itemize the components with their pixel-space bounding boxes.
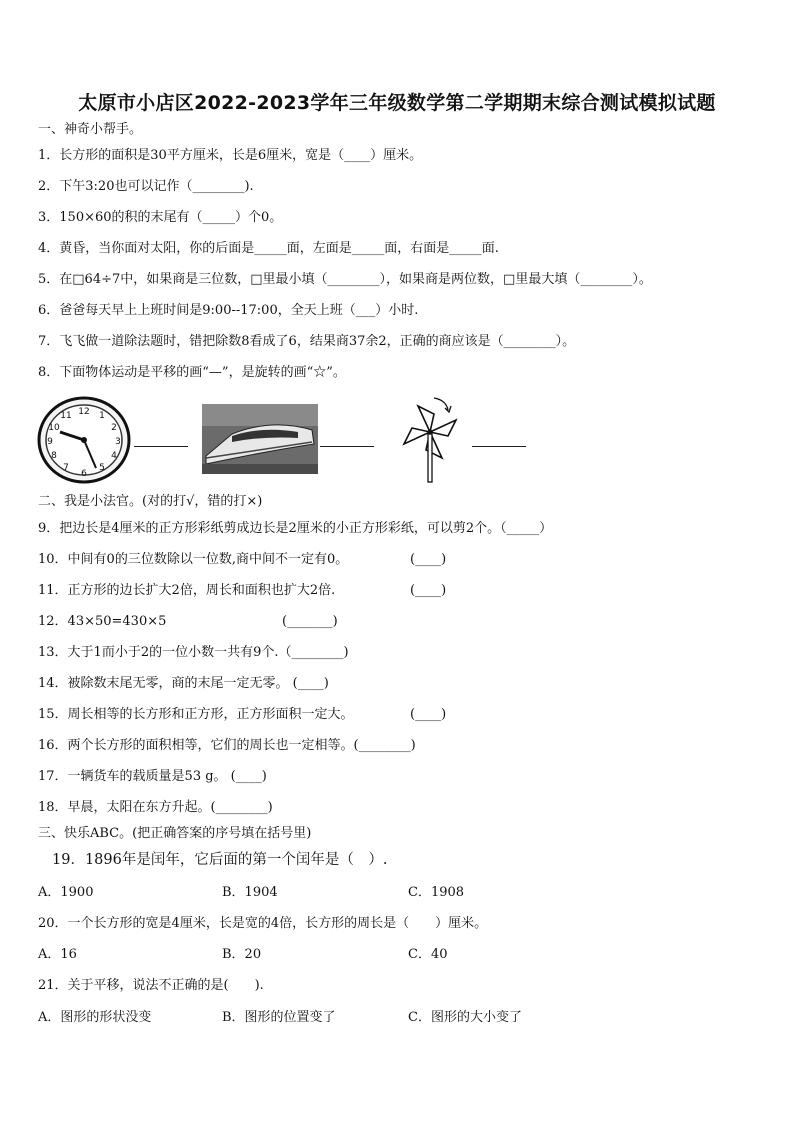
question-21: 21．关于平移，说法不正确的是( ). (38, 978, 264, 993)
svg-text:2: 2 (111, 423, 117, 433)
svg-text:3: 3 (115, 437, 121, 447)
section-1-heading: 一、神奇小帮手。 (38, 122, 143, 137)
svg-text:8: 8 (51, 451, 57, 461)
answer-line-pinwheel (472, 446, 526, 447)
question-21-option-c: C．图形的大小变了 (408, 1010, 522, 1025)
question-4: 4．黄昏，当你面对太阳，你的后面是_____面，左面是_____面，右面是_____面. (38, 241, 499, 256)
question-10-blank: (____) (410, 552, 447, 567)
pinwheel-icon (394, 392, 466, 484)
svg-text:5: 5 (99, 463, 105, 473)
clock-icon (36, 396, 132, 484)
question-1: 1．长方形的面积是30平方厘米，长是6厘米，宽是（____）厘米。 (38, 148, 423, 163)
question-19-option-b: B．1904 (222, 885, 278, 900)
question-9: 9．把边长是4厘米的正方形彩纸剪成边长是2厘米的小正方形彩纸，可以剪2个。（_____） (38, 521, 553, 536)
section-2-heading: 二、我是小法官。(对的打√，错的打×) (38, 494, 263, 509)
svg-text:10: 10 (48, 423, 60, 433)
question-11: 11．正方形的边长扩大2倍，周长和面积也扩大2倍. (38, 583, 336, 598)
question-15: 15．周长相等的长方形和正方形，正方形面积一定大。 (38, 707, 354, 722)
question-7: 7．飞飞做一道除法题时，错把除数8看成了6，结果商37余2，正确的商应该是（________）。 (38, 334, 576, 349)
question-19-option-a: A．1900 (38, 885, 94, 900)
svg-text:9: 9 (47, 437, 53, 447)
question-6: 6．爸爸每天早上上班时间是9:00--17:00，全天上班（___）小时. (38, 303, 419, 318)
question-13: 13．大于1而小于2的一位小数一共有9个.（________) (38, 645, 349, 660)
question-19: 19．1896年是闰年，它后面的第一个闰年是（ ）. (52, 852, 388, 868)
question-3: 3．150×60的积的末尾有（_____）个0。 (38, 210, 283, 225)
train-icon (202, 404, 318, 474)
question-5: 5．在□64÷7中，如果商是三位数，□里最小填（________），如果商是两位数，□里最大填（________）。 (38, 272, 652, 287)
svg-text:11: 11 (60, 411, 72, 421)
question-20-option-c: C．40 (408, 947, 448, 962)
question-8: 8．下面物体运动是平移的画“—”，是旋转的画“☆”。 (38, 365, 346, 380)
question-19-option-c: C．1908 (408, 885, 465, 900)
question-15-blank: (____) (410, 707, 447, 722)
svg-text:12: 12 (78, 407, 90, 417)
question-11-blank: (____) (410, 583, 447, 598)
question-2: 2．下午3:20也可以记作（________). (38, 179, 254, 194)
question-12-blank: (_______) (282, 614, 338, 629)
question-21-option-b: B．图形的位置变了 (222, 1010, 336, 1025)
question-16: 16．两个长方形的面积相等，它们的周长也一定相等。(________) (38, 738, 416, 753)
question-20-option-b: B．20 (222, 947, 262, 962)
question-20: 20．一个长方形的宽是4厘米，长是宽的4倍，长方形的周长是（ ）厘米。 (38, 916, 488, 931)
svg-text:1: 1 (99, 411, 105, 421)
section-3-heading: 三、快乐ABC。(把正确答案的序号填在括号里) (38, 826, 312, 841)
question-20-option-a: A．16 (38, 947, 77, 962)
page-title: 太原市小店区2022-2023学年三年级数学第二学期期末综合测试模拟试题 (78, 92, 716, 114)
question-14: 14．被除数末尾无零，商的末尾一定无零。 (____) (38, 676, 329, 691)
question-18: 18．早晨，太阳在东方升起。(________) (38, 800, 273, 815)
question-10: 10．中间有0的三位数除以一位数,商中间不一定有0。 (38, 552, 349, 567)
svg-text:4: 4 (111, 451, 117, 461)
question-12: 12．43×50=430×5 (38, 614, 167, 629)
question-17: 17．一辆货车的载质量是53 g。 (____) (38, 769, 267, 784)
answer-line-clock (134, 446, 188, 447)
svg-text:7: 7 (63, 463, 69, 473)
answer-line-train (320, 446, 374, 447)
question-21-option-a: A．图形的形状没变 (38, 1010, 152, 1025)
svg-text:6: 6 (81, 469, 87, 479)
